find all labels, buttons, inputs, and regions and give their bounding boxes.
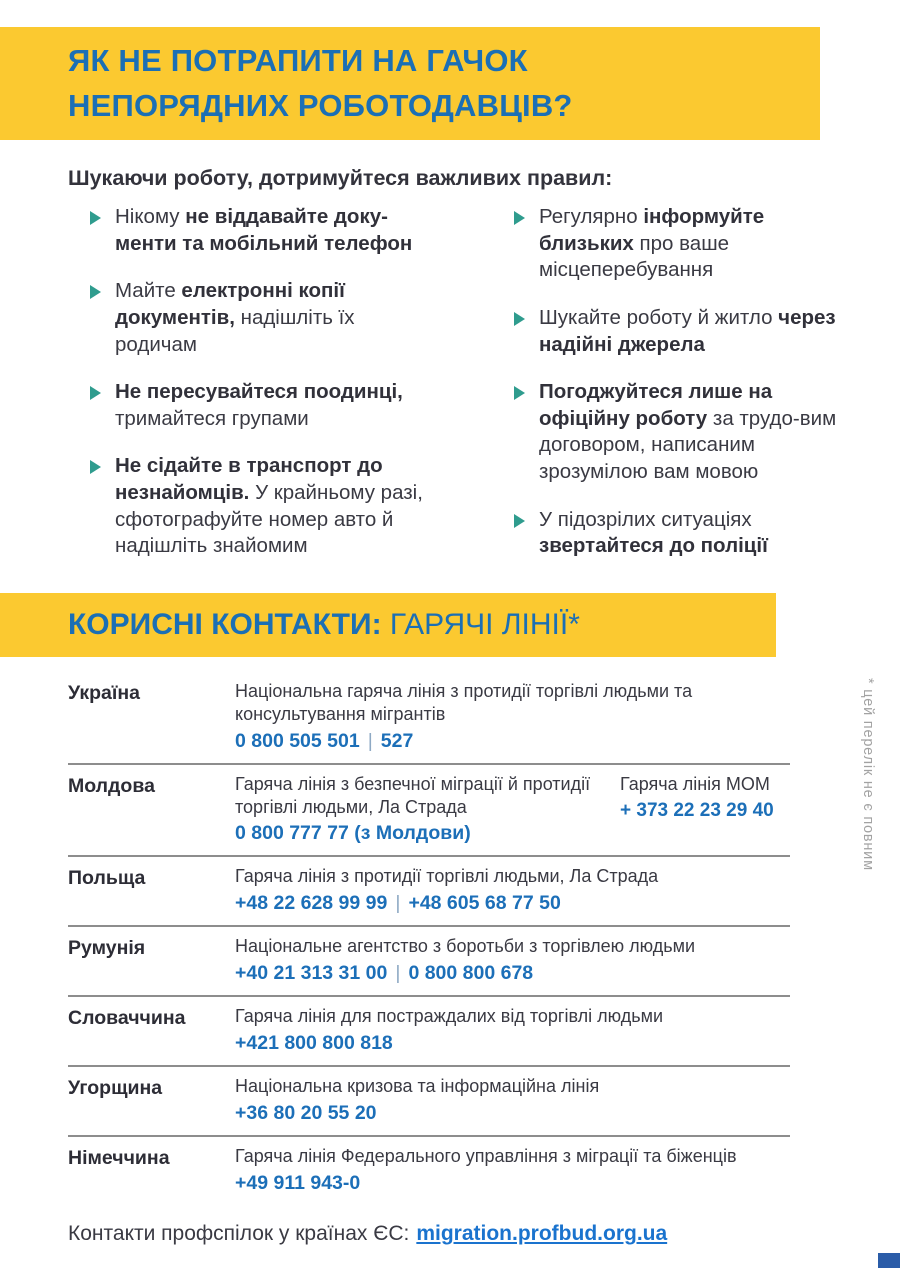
page-title-line1: ЯК НЕ ПОТРАПИТИ НА ГАЧОК xyxy=(68,43,528,79)
rule-text-normal: Шукайте роботу й житло xyxy=(539,305,779,329)
rule-text-bold: Погоджуйтеся лише на офіційну роботу xyxy=(539,380,773,430)
phone-number: 527 xyxy=(380,729,414,752)
page-title-line2: НЕПОРЯДНИХ РОБОТОДАВЦІВ? xyxy=(68,87,573,123)
phone-line xyxy=(235,1032,790,1055)
country-label: Угорщина xyxy=(68,1077,163,1100)
hotline-description: Гаряча лінія з протидії торгівлі людьми, Ла Страда xyxy=(235,866,659,887)
contact-body xyxy=(235,1005,790,1055)
moldova-hotline-main xyxy=(235,773,620,846)
contact-row-germany xyxy=(68,1137,790,1205)
contact-row-poland xyxy=(68,857,790,927)
corner-accent xyxy=(878,1253,900,1268)
phone-number: +36 80 20 55 20 xyxy=(235,1101,377,1124)
country-label: Німеччина xyxy=(68,1146,170,1169)
hotline-description: Національна кризова та інформаційна лінія xyxy=(235,1076,600,1097)
rule-text-normal: У крайньому разі, сфотографуйте номер авто й надішліть знайомим xyxy=(115,481,423,558)
phone-line xyxy=(620,800,790,822)
footer xyxy=(68,1222,667,1246)
rule-item xyxy=(90,278,435,358)
rule-item xyxy=(514,305,859,358)
rule-text-normal: надішліть їх родичам xyxy=(115,305,355,356)
phone-number: +421 800 800 818 xyxy=(235,1032,393,1055)
contact-row-slovakia xyxy=(68,997,790,1067)
contact-body xyxy=(235,773,790,846)
bullet-triangle-icon xyxy=(514,386,525,400)
rule-text xyxy=(539,379,859,486)
hotline-description: Гаряча лінія для постраждалих від торгівлі людьми xyxy=(235,1006,664,1027)
rule-item xyxy=(90,453,435,560)
country-label: Україна xyxy=(68,682,141,704)
rule-text-bold: Не сідайте в транспорт до незнайомців. xyxy=(115,454,383,505)
contacts-title-banner xyxy=(0,593,776,657)
country-label: Молдова xyxy=(68,774,155,797)
rule-text xyxy=(115,379,435,432)
rule-text-normal: тримайтеся групами xyxy=(115,406,309,430)
phone-number: +48 22 628 99 99 xyxy=(235,892,388,915)
rule-text xyxy=(539,204,859,284)
contact-body xyxy=(235,680,790,753)
bullet-triangle-icon xyxy=(90,211,101,225)
main-title-banner xyxy=(0,27,820,140)
rule-text-normal: за трудо-вим договором, написаним зрозумілою вам мовою xyxy=(539,406,837,484)
rule-item xyxy=(514,204,859,284)
rule-text xyxy=(115,278,435,358)
bullet-triangle-icon xyxy=(90,285,101,299)
phone-separator: | xyxy=(367,729,373,752)
rules-column-left xyxy=(90,204,435,581)
bullet-triangle-icon xyxy=(90,460,101,474)
footer-link[interactable]: migration.profbud.org.ua xyxy=(416,1222,668,1245)
contacts-title-bold: КОРИСНІ КОНТАКТИ: xyxy=(68,608,390,641)
rule-text-normal: про ваше місцеперебування xyxy=(539,231,730,282)
phone-number: +40 21 313 31 00 xyxy=(235,962,388,985)
rule-text xyxy=(539,507,859,560)
rules-section xyxy=(90,204,859,581)
hotline-description: Гаряча лінія з безпечної міграції й протидії торгівлі людьми, Ла Страда xyxy=(235,773,591,817)
phone-number: 0 800 800 678 xyxy=(408,962,534,985)
rule-text-bold: інформуйте близьких xyxy=(539,205,765,255)
rule-text-normal: У підозрілих ситуаціях xyxy=(539,507,752,531)
phone-line xyxy=(235,1172,790,1195)
hotline-description: Національна гаряча лінія з протидії торгівлі людьми та консультування мігрантів xyxy=(235,681,693,724)
rule-text-bold: через надійні джерела xyxy=(539,305,836,356)
rule-item xyxy=(90,204,435,257)
moldova-hotline-iom xyxy=(620,773,790,846)
contacts-table xyxy=(68,672,790,1205)
hotline-description: Гаряча лінія Федерального управління з міграції та біженців xyxy=(235,1145,737,1166)
contact-body xyxy=(235,1145,790,1195)
country-label: Словаччина xyxy=(68,1007,186,1030)
hotline-description: Національне агентство з боротьби з торгівлею людьми xyxy=(235,936,696,957)
bullet-triangle-icon xyxy=(90,386,101,400)
phone-line xyxy=(235,962,790,985)
rule-text-normal: Регулярно xyxy=(539,205,644,228)
bullet-triangle-icon xyxy=(514,312,525,326)
bullet-triangle-icon xyxy=(514,211,525,225)
phone-number: 0 800 505 501 xyxy=(235,729,360,752)
rule-text-bold: електронні копії документів, xyxy=(115,279,345,329)
rule-text xyxy=(115,204,435,257)
rule-text-bold: не віддавайте доку-менти та мобільний телефон xyxy=(115,205,413,255)
contact-row-moldova xyxy=(68,765,790,858)
phone-separator: | xyxy=(395,892,401,915)
phone-number: 0 800 777 77 (з Молдови) xyxy=(235,822,471,845)
rules-subtitle: Шукаючи роботу, дотримуйтеся важливих правил: xyxy=(68,166,613,190)
rule-text-bold: звертайтеся до поліції xyxy=(539,534,768,558)
rule-item xyxy=(514,379,859,486)
phone-number: +48 605 68 77 50 xyxy=(408,892,561,915)
rule-item xyxy=(90,379,435,432)
contact-row-ukraine xyxy=(68,672,790,765)
country-label: Румунія xyxy=(68,937,146,960)
contact-body xyxy=(235,1075,790,1125)
contact-row-romania xyxy=(68,927,790,997)
phone-number: +49 911 943-0 xyxy=(235,1171,361,1194)
phone-line xyxy=(235,822,620,845)
contacts-title-regular: ГАРЯЧІ ЛІНІЇ* xyxy=(389,608,580,641)
phone-number: + 373 22 23 29 40 xyxy=(620,799,774,821)
phone-separator: | xyxy=(395,962,401,985)
country-label: Польща xyxy=(68,867,146,890)
hotline-description: Гаряча лінія МОМ xyxy=(620,773,770,794)
phone-line xyxy=(235,1102,790,1125)
contact-body xyxy=(235,935,790,985)
footer-label: Контакти профспілок у країнах ЄС: xyxy=(68,1222,410,1245)
side-note: * цей перелік не є повним xyxy=(860,678,876,871)
rule-text xyxy=(115,453,435,560)
contact-row-hungary xyxy=(68,1067,790,1137)
rule-text-bold: Не пересувайтеся поодинці, xyxy=(115,380,403,404)
rule-item xyxy=(514,507,859,560)
rule-text xyxy=(539,305,859,358)
rule-text-normal: Майте xyxy=(115,279,182,303)
rules-column-right xyxy=(514,204,859,581)
bullet-triangle-icon xyxy=(514,514,525,528)
phone-line xyxy=(235,892,790,915)
contact-body xyxy=(235,865,790,915)
rule-text-normal: Нікому xyxy=(115,205,186,228)
phone-line xyxy=(235,730,790,753)
